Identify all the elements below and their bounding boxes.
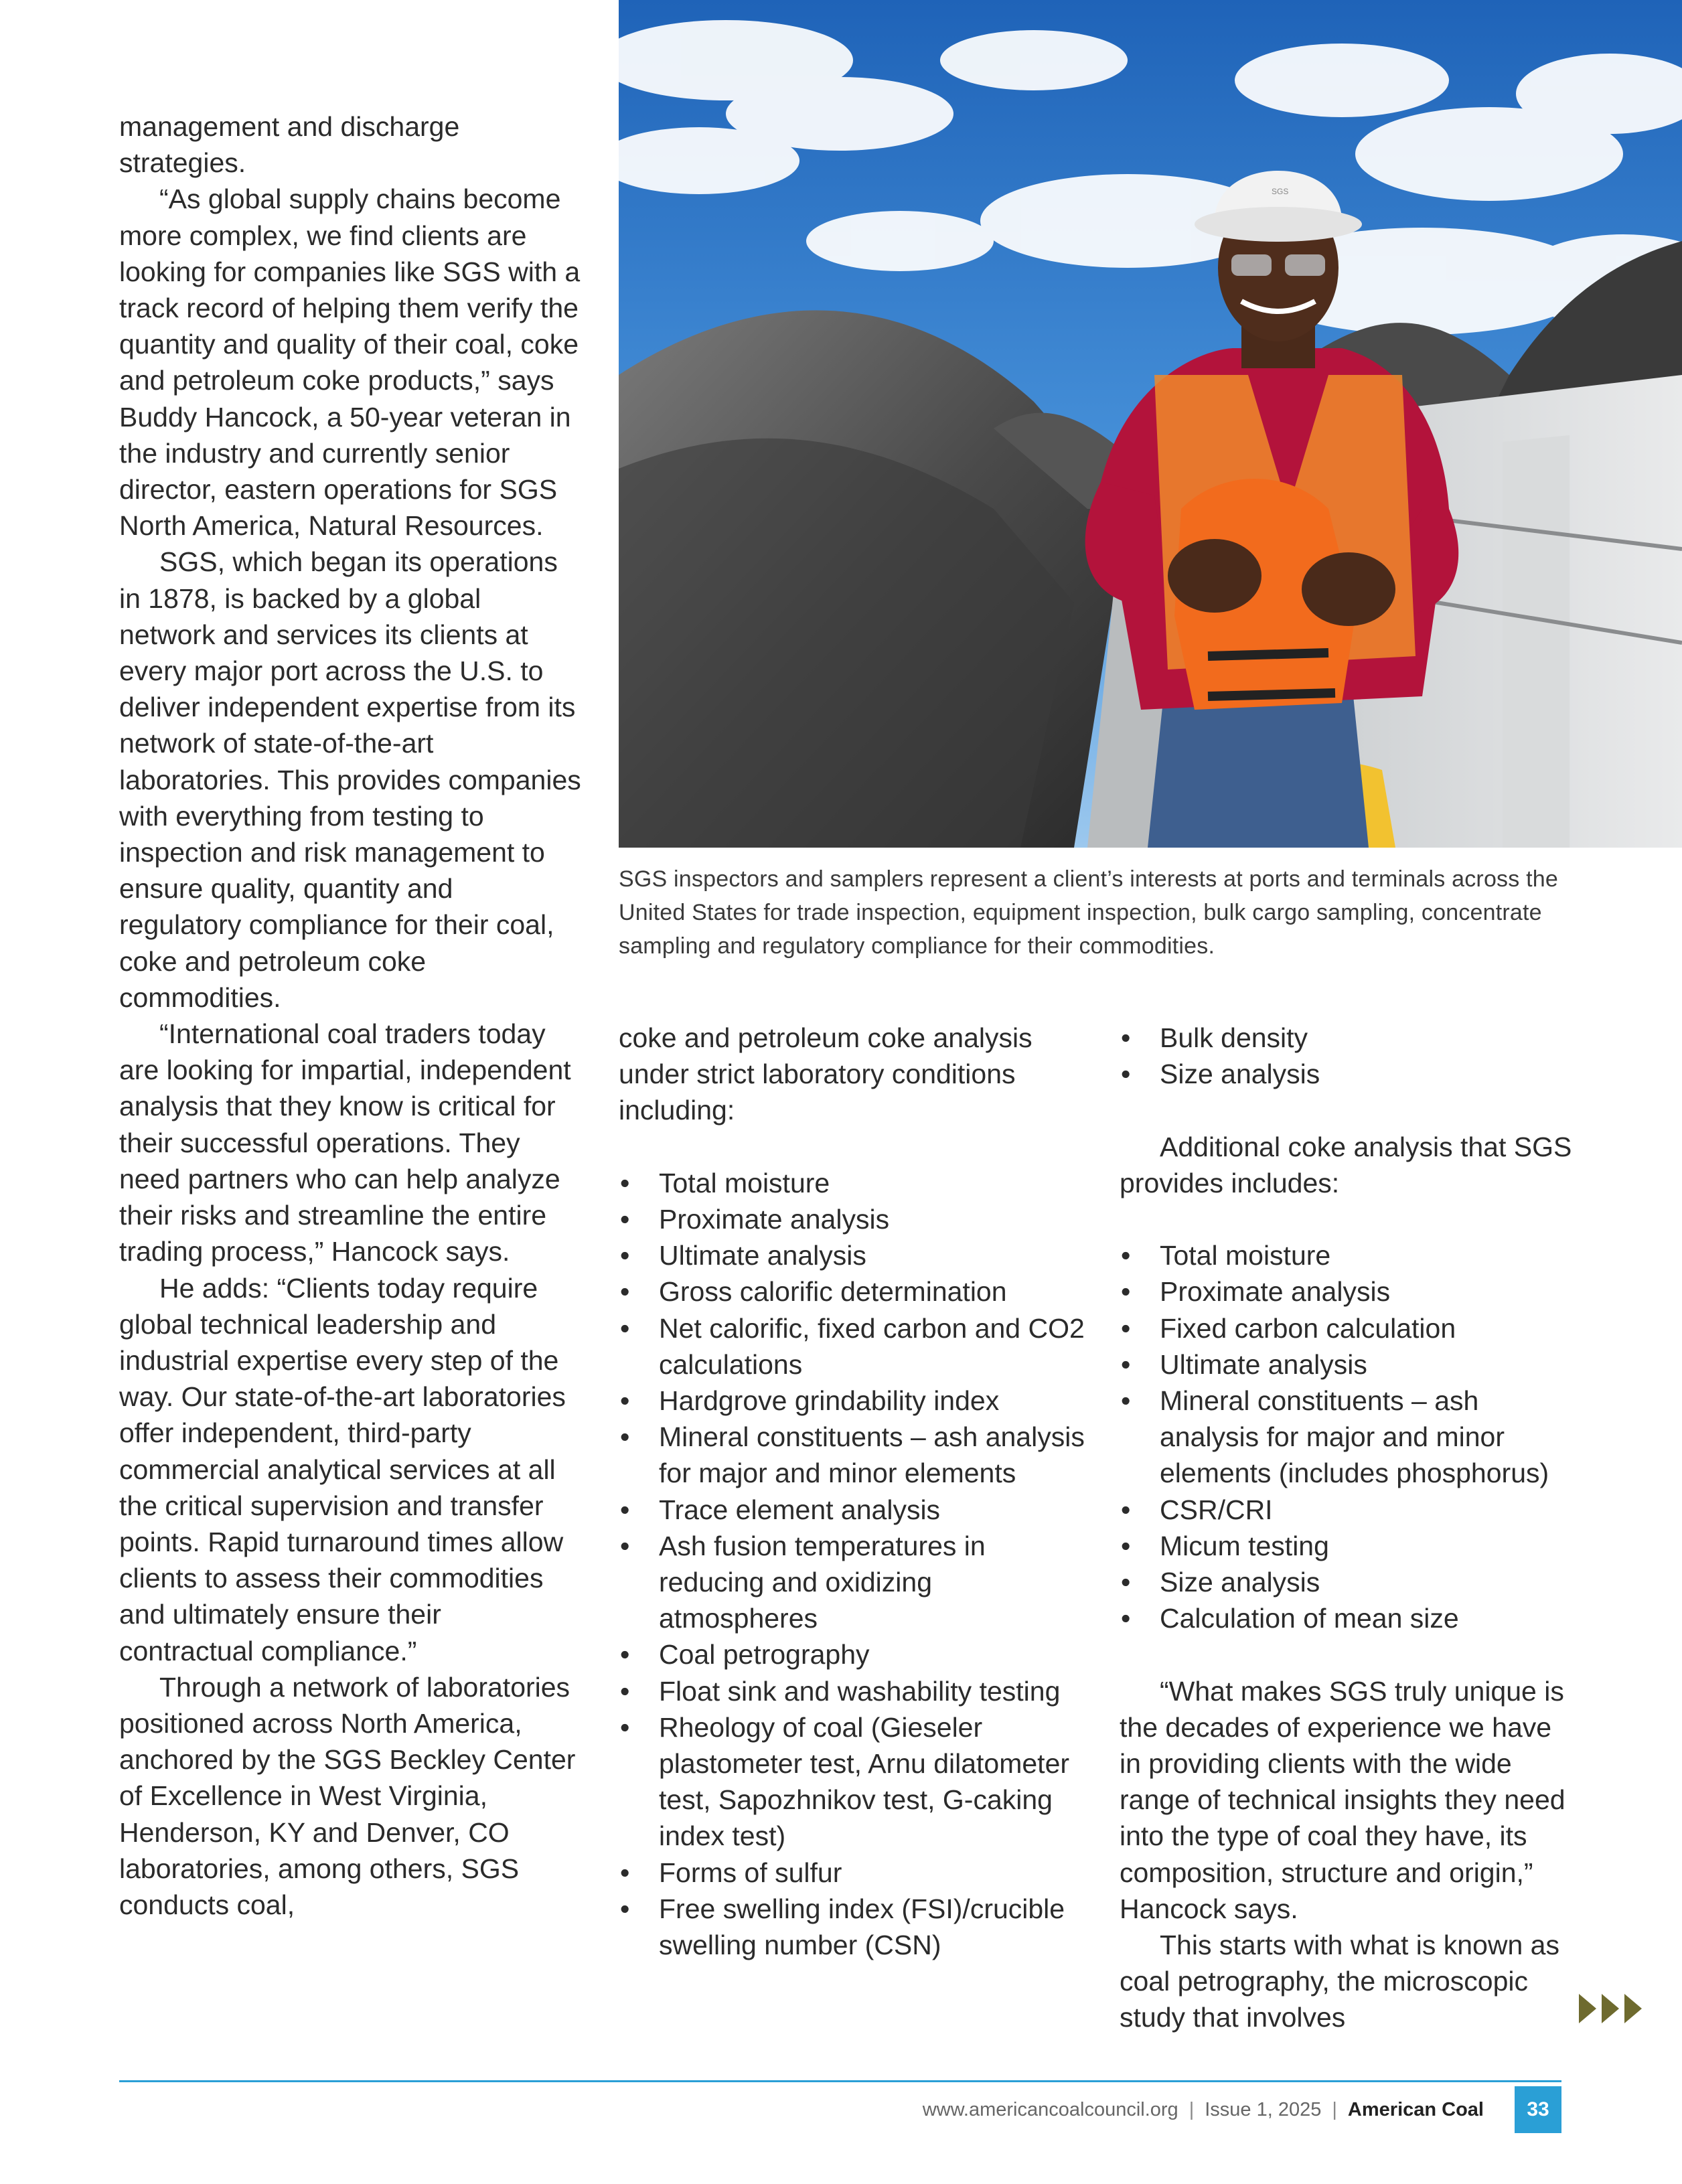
left-column <box>119 108 581 1923</box>
list-item: • Gross calorific determination <box>619 1273 1091 1310</box>
list-item: • Ultimate analysis <box>1120 1346 1575 1383</box>
list-item: • Ash fusion temperatures in reducing and oxidizing atmospheres <box>619 1528 1091 1637</box>
footer <box>923 2090 1561 2129</box>
list-item: • Mineral constituents – ash analysis for major and minor elements (includes phosphorus) <box>1120 1383 1575 1492</box>
footer-separator: | <box>1189 2098 1195 2120</box>
closing-paragraph: This starts with what is known as coal petrography, the microscopic study that involves <box>1120 1930 1559 2033</box>
quote-paragraph: “What makes SGS truly unique is the decades of experience we have in providing clients with the wide range of technical insights they need into the type of coal they have, its composition, structure and origin,” Hancock says. <box>1120 1675 1565 1924</box>
footer-issue: Issue 1, 2025 <box>1205 2098 1322 2120</box>
paragraph: Through a network of laboratories positioned across North America, anchored by the SGS Beckley Center of Excellence in West Virginia, Henderson, KY and Denver, CO laboratories, among others, SGS conducts coal, <box>119 1671 576 1920</box>
list-item: • Proximate analysis <box>1120 1273 1575 1310</box>
paragraph: He adds: “Clients today require global technical leadership and industrial expertise every step of the way. Our state-of-the-art laboratories offer independent, third-party commercial analytical services at all the critical supervision and transfer points. Rapid turnaround times allow clients to assess their commodities and ultimately ensure their contractual compliance.” <box>119 1272 566 1666</box>
list-item: • Proximate analysis <box>619 1201 1091 1237</box>
footer-separator: | <box>1332 2098 1337 2120</box>
triple-chevron-right-icon <box>1579 1994 1643 2027</box>
magazine-name: American Coal <box>1347 2098 1484 2120</box>
list-item: • Free swelling index (FSI)/crucible swelling number (CSN) <box>619 1891 1091 1963</box>
paragraph: management and discharge strategies. <box>119 111 460 179</box>
footer-rule <box>119 2080 1561 2082</box>
list-intro: coke and petroleum coke analysis under strict laboratory conditions including: <box>619 1022 1033 1126</box>
list-item: • Mineral constituents – ash analysis for major and minor elements <box>619 1419 1091 1491</box>
list-item: • Fixed carbon calculation <box>1120 1310 1575 1346</box>
list-item: • Float sink and washability testing <box>619 1673 1091 1709</box>
analysis-list-continued <box>1120 1020 1575 1092</box>
list-item: • Size analysis <box>1120 1056 1575 1092</box>
coke-analysis-list <box>1120 1237 1575 1636</box>
photo-caption: SGS inspectors and samplers represent a client’s interests at ports and terminals across the United States for trade inspection, equipment inspection, bulk cargo sampling, concentrate sampling and regulatory compliance for their commodities. <box>619 866 1558 959</box>
list-item: • Rheology of coal (Gieseler plastometer test, Arnu dilatometer test, Sapozhnikov test, G-caking index test) <box>619 1709 1091 1855</box>
paragraph: “As global supply chains become more complex, we find clients are looking for companies like SGS with a track record of helping them verify the quantity and quality of their coal, coke and petroleum coke products,” says Buddy Hancock, a 50-year veteran in the industry and currently senior director, eastern operations for SGS North America, Natural Resources. <box>119 183 581 542</box>
middle-column <box>619 1020 1091 1963</box>
list-item: • Coal petrography <box>619 1636 1091 1672</box>
list-item: • Size analysis <box>1120 1564 1575 1600</box>
list-item: • Bulk density <box>1120 1020 1575 1056</box>
list-item: • Net calorific, fixed carbon and CO2 calculations <box>619 1310 1091 1383</box>
helmet-logo-text: SGS <box>1272 187 1289 196</box>
coke-intro: Additional coke analysis that SGS provides includes: <box>1120 1131 1572 1198</box>
list-item: • Hardgrove grindability index <box>619 1383 1091 1419</box>
page-number: 33 <box>1515 2086 1561 2133</box>
list-item: • Calculation of mean size <box>1120 1600 1575 1636</box>
list-item: • CSR/CRI <box>1120 1492 1575 1528</box>
footer-url[interactable]: www.americancoalcouncil.org <box>922 2098 1178 2120</box>
analysis-list <box>619 1165 1091 1963</box>
list-item: • Forms of sulfur <box>619 1855 1091 1891</box>
inspector-photo <box>619 0 1682 848</box>
paragraph: SGS, which began its operations in 1878, is backed by a global network and services its clients at every major port across the U.S. to deliver independent expertise from its network of state-of-the-art laboratories. This provides companies with everything from testing to inspection and risk management to ensure quality, quantity and regulatory compliance for their coal, coke and petroleum coke commodities. <box>119 546 581 1013</box>
right-column <box>1120 1020 1575 2036</box>
list-item: • Trace element analysis <box>619 1492 1091 1528</box>
list-item: • Ultimate analysis <box>619 1237 1091 1273</box>
paragraph: “International coal traders today are looking for impartial, independent analysis that they know is critical for their successful operations. They need partners who can help analyze their risks and streamline the entire trading process,” Hancock says. <box>119 1018 571 1267</box>
list-item: • Total moisture <box>1120 1237 1575 1273</box>
list-item: • Total moisture <box>619 1165 1091 1201</box>
list-item: • Micum testing <box>1120 1528 1575 1564</box>
